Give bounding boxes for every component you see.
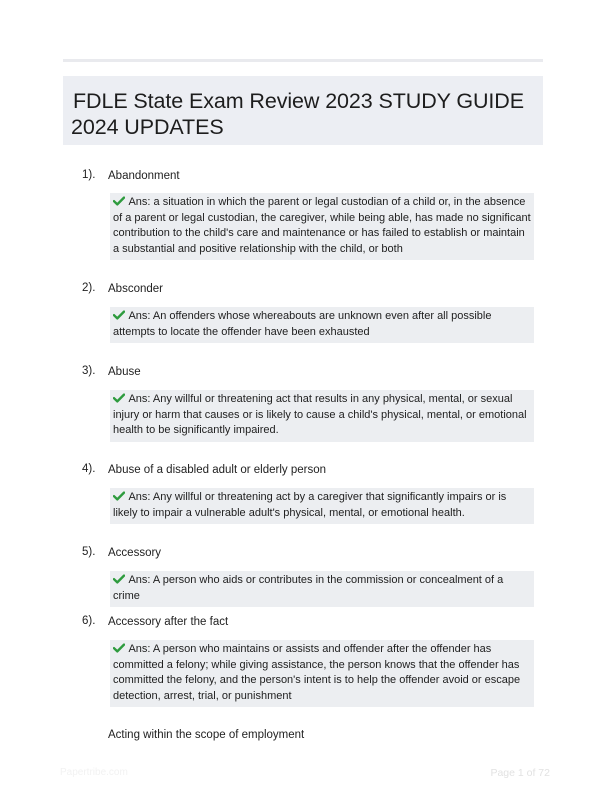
answer-prefix: Ans: [128, 393, 151, 405]
answer-box [110, 193, 534, 260]
question-number: 2). [82, 282, 96, 294]
checkmark-icon [113, 574, 125, 584]
question-number: 3). [82, 365, 96, 377]
question-number: 5). [82, 546, 96, 558]
answer-text: a situation in which the parent or legal custodian of a child or, in the absence of a parent or legal custodian, the caregiver, while being able, has made no significant contribution to the child's care and maintenance or has failed to establish or maintain a substantial and positive relationship with the child, or both [113, 196, 531, 255]
next-question-term: Acting within the scope of employment [108, 729, 305, 741]
answer-text: An offenders whose whereabouts are unknown even after all possible attempts to locate the offender have been exhausted [113, 310, 492, 338]
title-banner [63, 76, 543, 145]
answer-prefix: Ans: [128, 196, 151, 208]
answer-prefix: Ans: [128, 643, 151, 655]
checkmark-icon [113, 643, 125, 653]
checkmark-icon [113, 491, 125, 501]
checkmark-icon [113, 393, 125, 403]
footer-watermark: Papertribe.com [60, 767, 128, 778]
question-term: Abuse [108, 366, 141, 378]
question-term: Absconder [108, 283, 163, 295]
answer-box [110, 488, 534, 524]
answer-text: A person who aids or contributes in the commission or concealment of a crime [113, 574, 504, 602]
answer-box [110, 640, 534, 707]
answer-box [110, 571, 534, 607]
answer-text: Any willful or threatening act that results in any physical, mental, or sexual injury or harm that causes or is likely to cause a child's physical, mental, or emotional health to be significantly impaired. [113, 393, 527, 436]
question-number: 4). [82, 463, 96, 475]
page-title-line-2: 2024 UPDATES [71, 115, 224, 139]
question-number: 1). [82, 169, 96, 181]
page-title-line-1: FDLE State Exam Review 2023 STUDY GUIDE [73, 89, 524, 113]
question-term: Abuse of a disabled adult or elderly person [108, 464, 327, 476]
checkmark-icon [113, 310, 125, 320]
answer-prefix: Ans: [128, 310, 151, 322]
question-term: Accessory after the fact [108, 616, 229, 628]
checkmark-icon [113, 196, 125, 206]
answer-box [110, 307, 534, 343]
answer-text: A person who maintains or assists and offender after the offender has committed a felony; while giving assistance, the person knows that the offender has committed the felony, and the person's intent is to help the offender avoid or escape detection, arrest, trial, or punishment [113, 643, 521, 702]
page-indicator: Page 1 of 72 [490, 767, 550, 779]
answer-box [110, 390, 534, 442]
answer-text: Any willful or threatening act by a caregiver that significantly impairs or is likely to impair a vulnerable adult's physical, mental, or emotional health. [113, 491, 507, 519]
question-term: Accessory [108, 547, 162, 559]
question-term: Abandonment [108, 170, 180, 182]
answer-prefix: Ans: [128, 491, 151, 503]
top-divider [63, 59, 543, 62]
question-number: 6). [82, 615, 96, 627]
answer-prefix: Ans: [128, 574, 151, 586]
